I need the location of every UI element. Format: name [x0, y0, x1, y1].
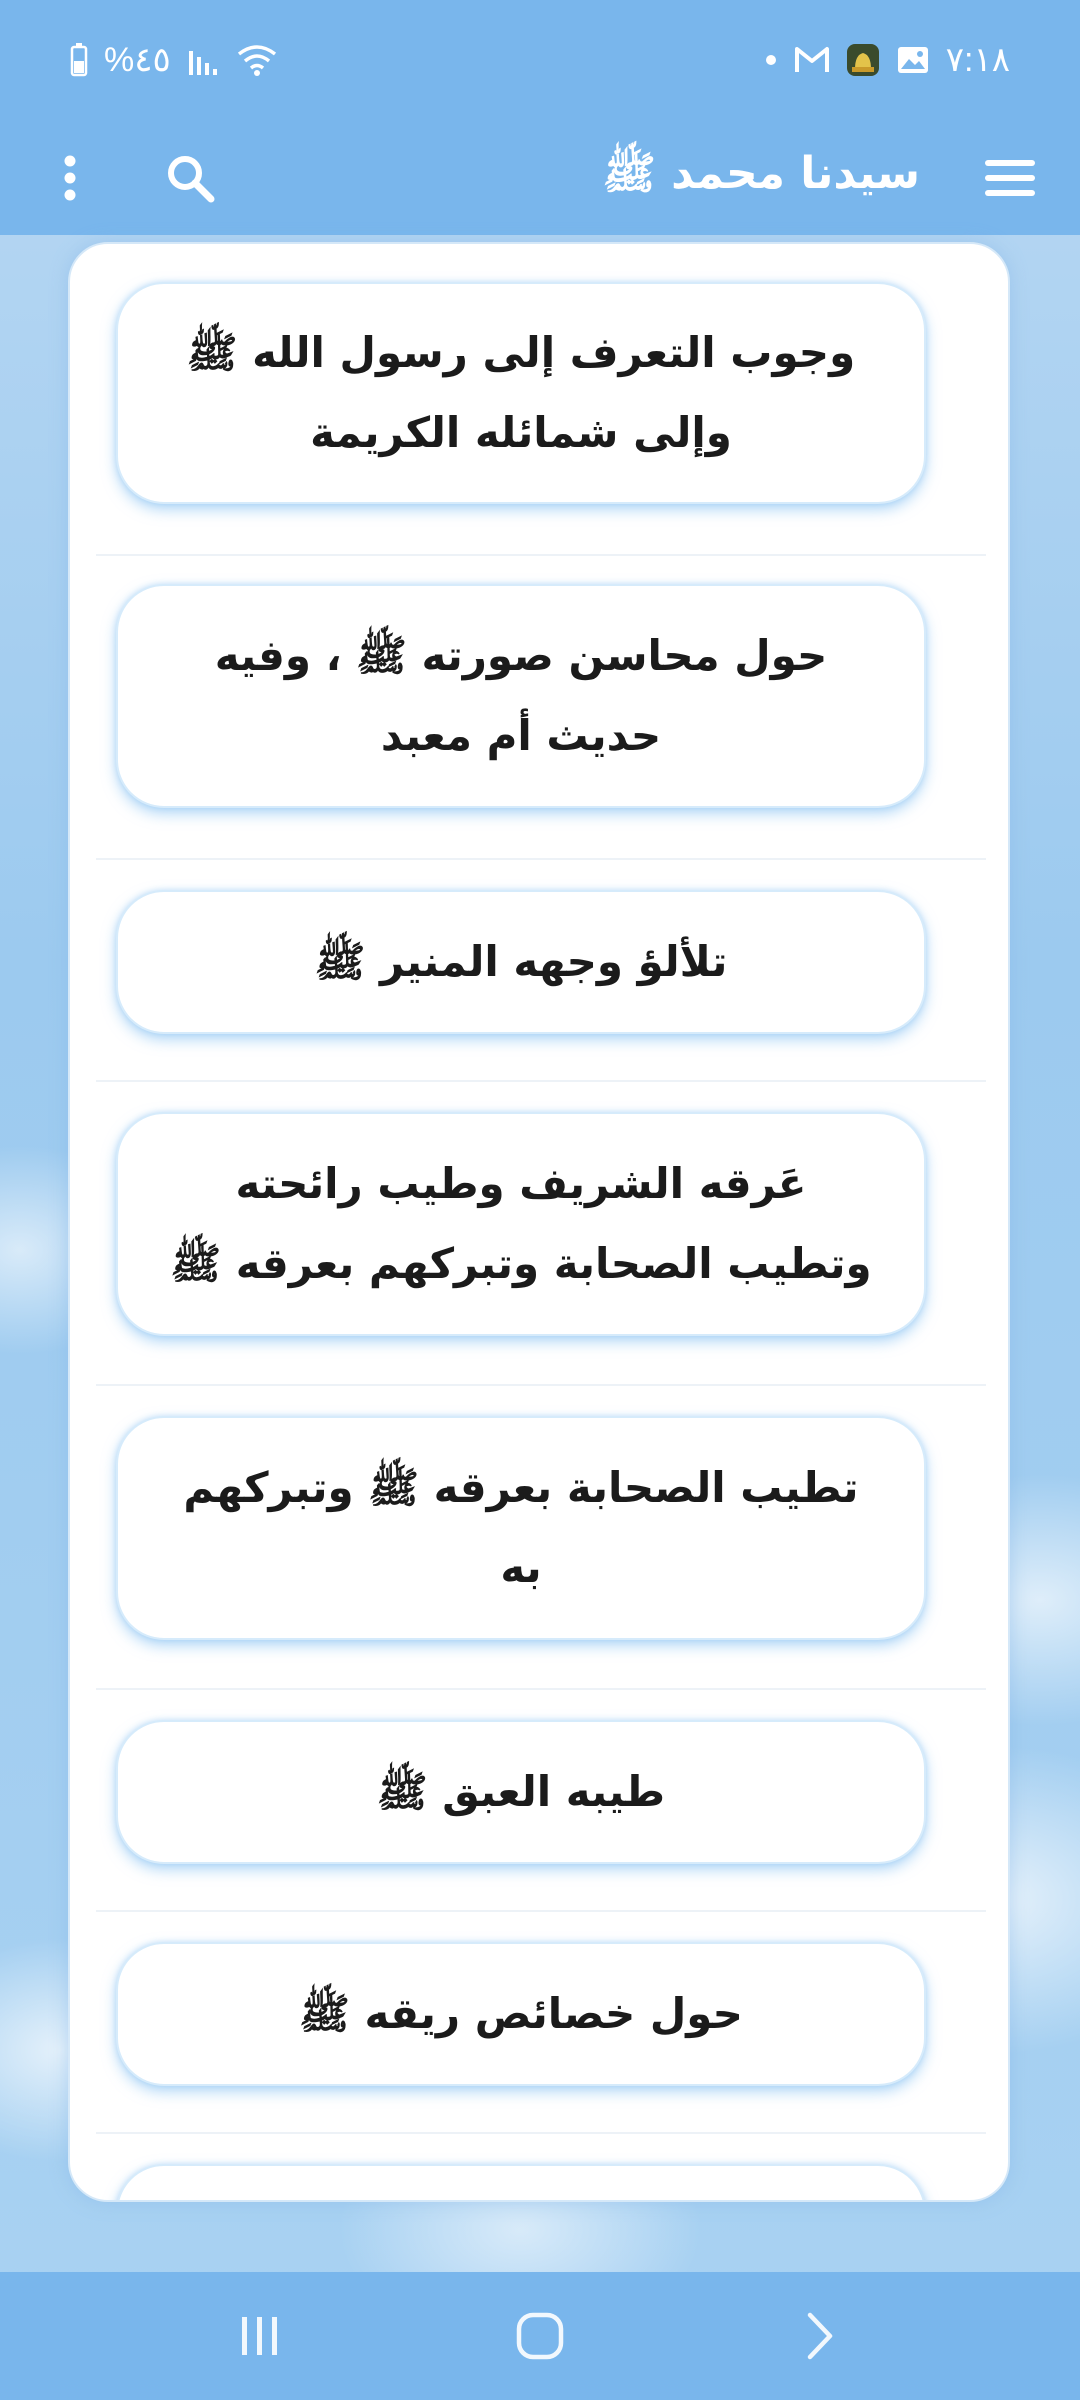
recent-apps-button[interactable] [215, 2291, 305, 2381]
battery-level: %٤٥ [104, 41, 171, 79]
wifi-icon [237, 40, 277, 80]
topic-card[interactable] [116, 1112, 926, 1336]
list-item [96, 244, 986, 556]
search-icon [164, 152, 216, 204]
topic-card[interactable] [116, 584, 926, 808]
signal-icon [187, 40, 221, 80]
topics-list-panel [68, 242, 1010, 2202]
list-item [96, 1082, 986, 1386]
dot-icon [764, 40, 778, 80]
app-bar-actions [40, 148, 220, 208]
page-title: سيدنا محمد ﷺ [602, 147, 920, 199]
more-vertical-icon [63, 154, 77, 202]
topic-card[interactable] [116, 890, 926, 1034]
topic-card[interactable] [116, 282, 926, 504]
status-bar [0, 0, 1080, 120]
list-item [96, 860, 986, 1082]
list-item [96, 1690, 986, 1912]
topic-title: تلألؤ وجهه المنير ﷺ [314, 937, 728, 986]
status-left [70, 40, 277, 80]
gallery-icon [896, 40, 930, 80]
list-item [96, 556, 986, 860]
system-navigation-bar [0, 2272, 1080, 2400]
status-time: ٧:١٨ [945, 41, 1010, 79]
topic-card[interactable] [116, 1416, 926, 1640]
list-item [96, 1912, 986, 2134]
topic-title: تطيب الصحابة بعرقه ﷺ وتبركهم به [183, 1463, 859, 1592]
home-icon [515, 2311, 565, 2361]
list-item [96, 1386, 986, 1690]
topic-title: طيبه العبق ﷺ [376, 1767, 666, 1816]
app-icon [846, 40, 880, 80]
home-button[interactable] [495, 2291, 585, 2381]
search-button[interactable] [160, 148, 220, 208]
topic-card[interactable] [116, 1720, 926, 1864]
battery-icon [70, 40, 88, 80]
gmail-icon [794, 40, 830, 80]
topic-card[interactable] [116, 1942, 926, 2086]
topic-title: وجوب التعرف إلى رسول الله ﷺ وإلى شمائله الكريمة [186, 328, 856, 457]
topic-title: حول محاسن صورته ﷺ ، وفيه حديث أم معبد [214, 631, 828, 760]
list-item-partial [96, 2134, 986, 2202]
topic-title: عَرقه الشريف وطيب رائحته وتطيب الصحابة وتبركهم بعرقه ﷺ [170, 1159, 872, 1288]
back-icon [805, 2311, 835, 2361]
back-button[interactable] [775, 2291, 865, 2381]
app-bar [0, 120, 1080, 235]
app-bar-title-area [603, 146, 1040, 210]
menu-button[interactable] [980, 148, 1040, 208]
status-right [764, 40, 1010, 80]
topic-card-partial[interactable] [116, 2164, 926, 2202]
menu-icon [984, 158, 1036, 198]
recent-apps-icon [238, 2315, 282, 2357]
more-options-button[interactable] [40, 148, 100, 208]
topic-title: حول خصائص ريقه ﷺ [299, 1989, 743, 2038]
